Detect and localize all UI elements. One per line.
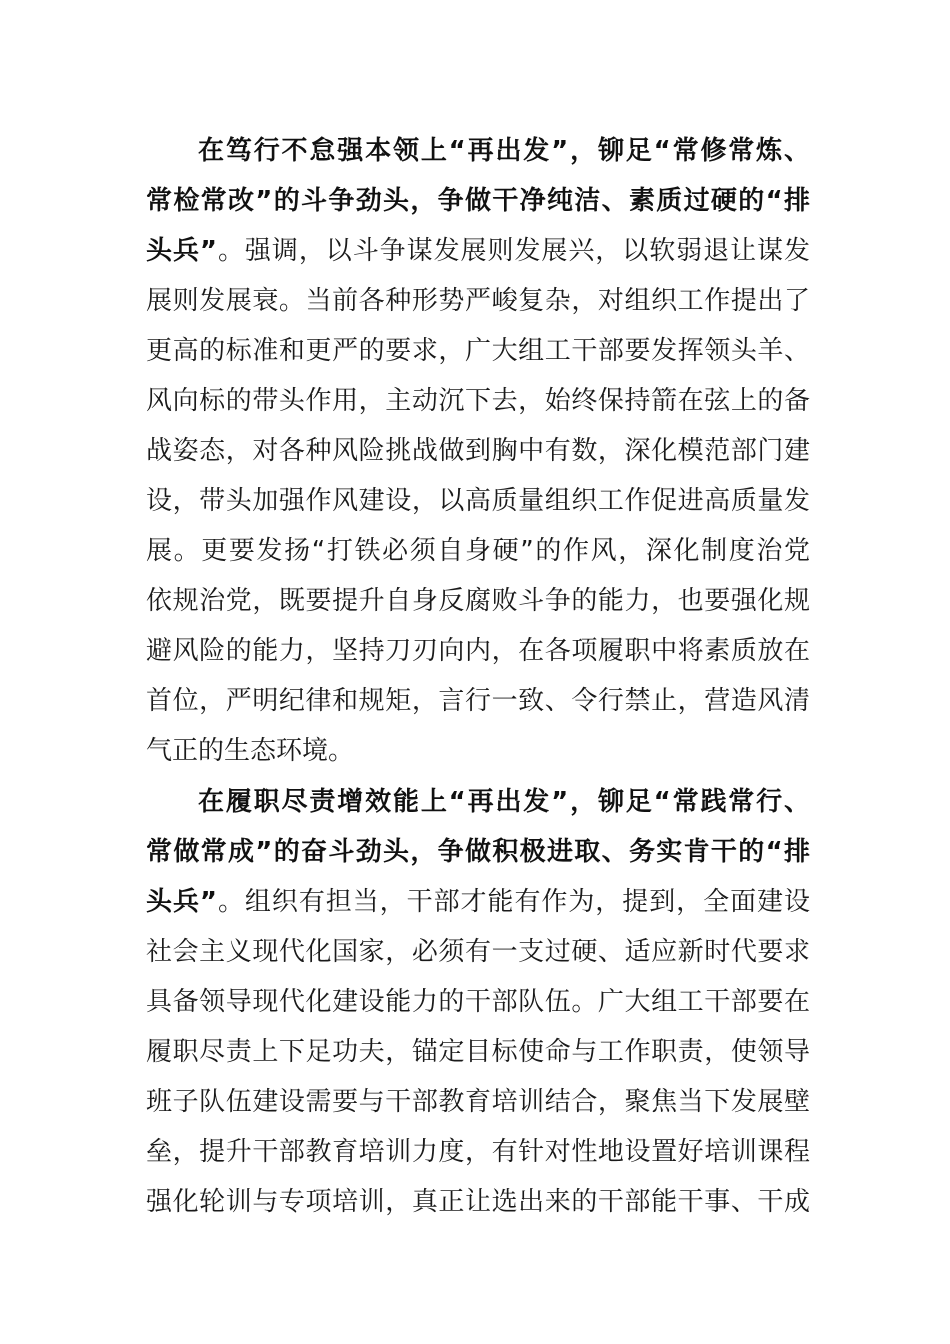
text-line bbox=[146, 827, 810, 877]
text-line bbox=[146, 1127, 810, 1177]
text-line bbox=[146, 326, 810, 376]
paragraph-2 bbox=[146, 777, 810, 1227]
lead-text: 常检常改”的斗争劲头，争做干净纯洁、素质过硬的“排 bbox=[146, 186, 810, 216]
body-text: 社会主义现代化国家，必须有一支过硬、适应新时代要求 bbox=[146, 937, 810, 967]
lead-text: 在履职尽责增效能上“再出发”，铆足“常践常行、 bbox=[198, 787, 810, 817]
text-line bbox=[146, 226, 810, 276]
text-line bbox=[146, 126, 810, 176]
body-text: 更高的标准和更严的要求，广大组工干部要发挥领头羊、 bbox=[146, 336, 810, 366]
body-text: 班子队伍建设需要与干部教育培训结合，聚焦当下发展壁 bbox=[146, 1087, 810, 1117]
body-text: 展。更要发扬“打铁必须自身硬”的作风，深化制度治党 bbox=[146, 536, 810, 566]
text-line bbox=[146, 626, 810, 676]
body-text: 风向标的带头作用，主动沉下去，始终保持箭在弦上的备 bbox=[146, 386, 810, 416]
text-line bbox=[146, 276, 810, 326]
body-text: 依规治党，既要提升自身反腐败斗争的能力，也要强化规 bbox=[146, 586, 810, 616]
text-line bbox=[146, 726, 810, 776]
body-text: 。强调，以斗争谋发展则发展兴，以软弱退让谋发 bbox=[217, 236, 810, 266]
body-text: 垒，提升干部教育培训力度，有针对性地设置好培训课程 bbox=[146, 1137, 810, 1167]
text-line bbox=[146, 1077, 810, 1127]
lead-text: 头兵” bbox=[146, 887, 217, 917]
body-text: 强化轮训与专项培训，真正让选出来的干部能干事、干成 bbox=[146, 1187, 810, 1217]
text-line bbox=[146, 977, 810, 1027]
text-line bbox=[146, 1027, 810, 1077]
text-line bbox=[146, 877, 810, 927]
body-text: 履职尽责上下足功夫，锚定目标使命与工作职责，使领导 bbox=[146, 1037, 810, 1067]
body-text: 战姿态，对各种风险挑战做到胸中有数，深化模范部门建 bbox=[146, 436, 810, 466]
text-line bbox=[146, 777, 810, 827]
text-line bbox=[146, 927, 810, 977]
body-text: 首位，严明纪律和规矩，言行一致、令行禁止，营造风清 bbox=[146, 686, 810, 716]
text-line bbox=[146, 576, 810, 626]
text-line bbox=[146, 526, 810, 576]
text-line bbox=[146, 476, 810, 526]
lead-text: 头兵” bbox=[146, 236, 217, 266]
text-line bbox=[146, 1177, 810, 1227]
lead-text: 在笃行不怠强本领上“再出发”，铆足“常修常炼、 bbox=[198, 136, 810, 166]
text-line bbox=[146, 676, 810, 726]
text-line bbox=[146, 426, 810, 476]
body-text: 展则发展衰。当前各种形势严峻复杂，对组织工作提出了 bbox=[146, 286, 810, 316]
body-text: 避风险的能力，坚持刀刃向内，在各项履职中将素质放在 bbox=[146, 636, 810, 666]
paragraph-1 bbox=[146, 126, 810, 776]
body-text: 。组织有担当，干部才能有作为，提到，全面建设 bbox=[217, 887, 810, 917]
text-line bbox=[146, 176, 810, 226]
body-text: 具备领导现代化建设能力的干部队伍。广大组工干部要在 bbox=[146, 987, 810, 1017]
body-text: 气正的生态环境。 bbox=[146, 736, 355, 766]
body-text: 设，带头加强作风建设，以高质量组织工作促进高质量发 bbox=[146, 486, 810, 516]
lead-text: 常做常成”的奋斗劲头，争做积极进取、务实肯干的“排 bbox=[146, 837, 810, 867]
text-line bbox=[146, 376, 810, 426]
